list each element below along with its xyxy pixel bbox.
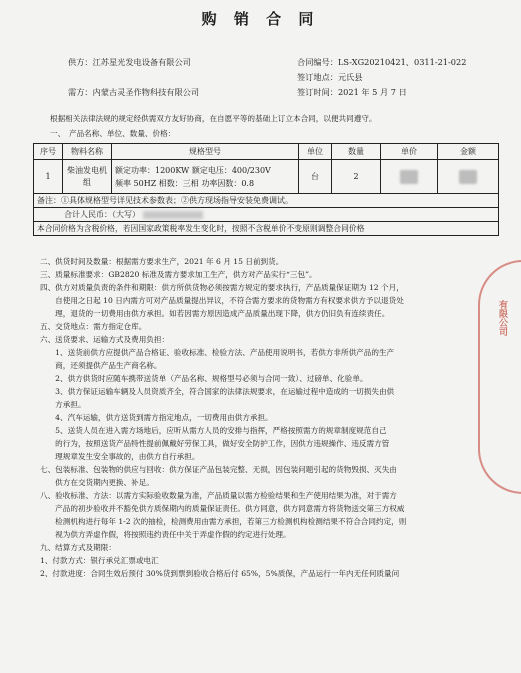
table-footnote: 本合同价格为含税价格，若因国家政策税率发生变化时，按照不含税单价不变原则调整合同价格 <box>34 222 499 236</box>
clause-line: 1、送货前供方应提供产品合格证、验收标准、检验方法、产品使用说明书，若供方非所供产品的生产 <box>40 348 395 357</box>
clause-line: 1、付款方式：银行承兑汇票或电汇 <box>40 556 159 565</box>
clause-line: 供方在交货期内更换、补足。 <box>40 478 154 487</box>
row-amount-redacted <box>438 160 499 194</box>
table-remark: 备注：①具体规格型号详见技术参数表；②供方现场指导安装免费调试。 <box>34 194 499 208</box>
clause-line: 方承担。 <box>40 400 86 409</box>
company-seal <box>478 260 521 494</box>
row-spec-line1: 额定功率：1200KW 额定电压：400/230V <box>115 165 271 175</box>
table-total-row <box>34 208 499 222</box>
sign-date: 签订时间：2021 年 5 月 7 日 <box>297 87 407 97</box>
col-header-spec: 规格型号 <box>112 144 299 160</box>
clause-line: 的行为，按照送货产品特性提前佩戴好劳保工具，做好安全防护工作，因供方违规操作、违反需方管 <box>40 439 390 448</box>
col-header-amount: 金额 <box>438 144 499 160</box>
clause-line: 4、汽车运输，供方送货到需方指定地点，一切费用由供方承担。 <box>40 413 273 422</box>
col-header-unit: 单位 <box>299 144 332 160</box>
row-qty: 2 <box>332 160 381 194</box>
seal-text: 有限公司 <box>497 300 507 336</box>
section-1-heading: 一、 产品名称、单位、数量、价格： <box>50 129 176 138</box>
product-table <box>33 143 499 236</box>
col-header-qty: 数量 <box>332 144 381 160</box>
clauses <box>40 255 406 580</box>
clause-line: 二、供货时间及数量：根据需方要求生产，2021 年 6 月 15 日前到货。 <box>40 257 284 266</box>
clause-line: 视为供方弄虚作假，将按照违约责任中关于弄虚作假的约定进行处理。 <box>40 530 291 539</box>
row-price-redacted <box>381 160 438 194</box>
row-no: 1 <box>34 160 63 194</box>
clause-line: 五、交货地点：需方指定仓库。 <box>40 322 147 331</box>
clause-line: 理，退货的一切费用由供方承担。如若因需方原因造成产品质量出现下降，供方仍旧负有连续责任。 <box>40 309 390 318</box>
clause-line: 四、供方对质量负责的条件和期限：供方所供货物必须按需方规定的要求执行，产品质量保证期为 12 个月， <box>40 283 404 292</box>
total-redacted <box>143 211 203 219</box>
col-header-price: 单价 <box>381 144 438 160</box>
clause-line: 商，还须提供产品生产商名称。 <box>40 361 162 370</box>
clause-line: 七、包装标准、包装物的供应与回收：供方保证产品包装完整、无损，因包装问题引起的货物毁损、灭失由 <box>40 465 397 474</box>
supplier-name: 供方：江苏星光发电设备有限公司 <box>68 57 191 67</box>
col-header-name: 物料名称 <box>63 144 112 160</box>
clause-line: 产品的初步验收并不豁免供方质保期内的质量保证责任。供方同意，供方同意需方将货物送交第三方权威 <box>40 504 405 513</box>
sign-place: 签订地点：元氏县 <box>297 72 363 82</box>
row-spec <box>112 160 299 194</box>
clause-line: 检测机构进行每年 1-2 次的抽检，检测费用由需方承担，若第三方检测机构检测结果不符合合同约定，则 <box>40 517 407 526</box>
clause-line: 自使用之日起 10 日内需方可对产品质量提出异议，不符合需方要求的货物需方有权要求供方予以退货处 <box>40 296 404 305</box>
table-total <box>34 208 499 222</box>
clause-line: 5、送货人员在进入需方场地后，应听从需方人员的安排与指挥，严格按照需方的规章制度规范自己 <box>40 426 387 435</box>
row-spec-line2: 频率 50HZ 相数：三相 功率因数：0.8 <box>115 178 255 188</box>
clause-line: 2、供方供货时应随车携带送货单（产品名称、规格型号必须与合同一致）、过磅单、化验单。 <box>40 374 368 383</box>
row-name: 柴油发电机组 <box>63 160 112 194</box>
clause-line: 六、送货要求、运输方式及费用负担： <box>40 335 170 344</box>
buyer-name: 需方：内蒙古灵圣作物科技有限公司 <box>68 87 200 97</box>
clause-line: 3、供方保证运输车辆及人员资质齐全，符合国家的法律法规要求，在运输过程中造成的一切损失由供 <box>40 387 395 396</box>
page-title: 购 销 合 同 <box>201 10 320 28</box>
clause-line: 八、验收标准、方法：以需方实际验收数量为准，产品质量以需方检验结果和生产使用结果为准，对于需方 <box>40 491 397 500</box>
clause-line: 2、付款进度：合同生效后预付 30%货到票到验收合格后付 65%，5%质保，产品运行一年内无任何质量问 <box>40 569 400 578</box>
contract-number: 合同编号：LS-XG20210421、0311-21-022 <box>297 57 467 67</box>
intro-text: 根据相关法律法规的规定经供需双方友好协商，在自愿平等的基础上订立本合同，以便共同遵守。 <box>50 114 377 123</box>
table-header-row <box>34 144 499 160</box>
table-remark-row <box>34 194 499 208</box>
clause-line: 三、质量标准要求：GB2820 标准及需方要求加工生产，供方对产品实行“三包”。 <box>40 270 317 279</box>
row-unit: 台 <box>299 160 332 194</box>
clause-line: 理规章发生安全事故的，由供方自行承担。 <box>40 452 200 461</box>
clause-line: 九、结算方式及期限： <box>40 543 116 552</box>
col-header-no: 序号 <box>34 144 63 160</box>
table-row <box>34 160 499 194</box>
table-footnote-row <box>34 222 499 236</box>
table-total-label: 合计人民币：（大写） <box>64 210 140 219</box>
